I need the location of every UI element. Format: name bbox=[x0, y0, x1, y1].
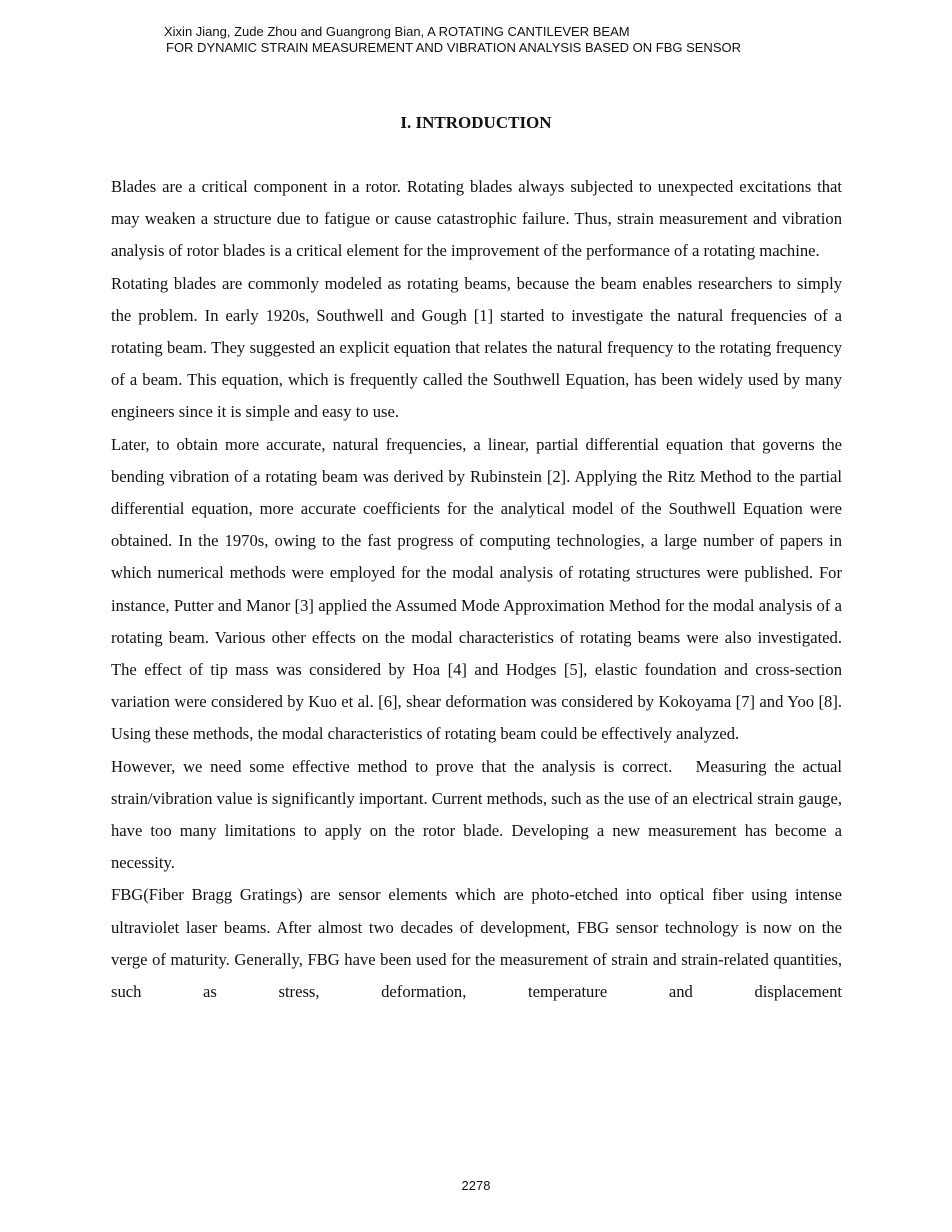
paragraph-3: Later, to obtain more accurate, natural frequencies, a linear, partial differential equation that governs the bending vibration of a rotating beam was derived by Rubinstein [2]. Applying the Ritz Method to the partial differential equation, more accurate coefficients for the analytical model of the Southwell Equation were obtained. In the 1970s, owing to the fast progress of computing technologies, a large number of papers in which numerical methods were employed for the modal analysis of rotating structures were published. For instance, Putter and Manor [3] applied the Assumed Mode Approximation Method for the modal analysis of a rotating beam. Various other effects on the modal characteristics of rotating beams were also investigated. The effect of tip mass was considered by Hoa [4] and Hodges [5], elastic foundation and cross-section variation were considered by Kuo et al. [6], shear deformation was considered by Kokoyama [7] and Yoo [8]. Using these methods, the modal characteristics of rotating beam could be effectively analyzed. bbox=[111, 434, 842, 744]
running-header bbox=[164, 24, 741, 56]
body-text bbox=[111, 171, 847, 1008]
page-number: 2278 bbox=[461, 1178, 491, 1193]
section-title: I. INTRODUCTION bbox=[400, 113, 552, 132]
running-header-authors-title: Xixin Jiang, Zude Zhou and Guangrong Bian, A ROTATING CANTILEVER BEAM bbox=[164, 24, 630, 39]
paragraph-5: FBG(Fiber Bragg Gratings) are sensor elements which are photo-etched into optical fiber using intense ultraviolet laser beams. After almost two decades of development, FBG sensor technology is now on the verge of maturity. Generally, FBG have been used for the measurement of strain and strain-related quantities, such as stress, deformation, temperature and displacement bbox=[111, 885, 842, 1002]
paragraph-4: However, we need some effective method to prove that the analysis is correct. Measuring the actual strain/vibration value is significantly important. Current methods, such as the use of an electrical strain gauge, have too many limitations to apply on the rotor blade. Developing a new measurement has become a necessity. bbox=[111, 756, 847, 873]
paragraph-1: Blades are a critical component in a rotor. Rotating blades always subjected to unexpected excitations that may weaken a structure due to fatigue or cause catastrophic failure. Thus, strain measurement and vibration analysis of rotor blades is a critical element for the improvement of the performance of a rotating machine. bbox=[111, 177, 842, 261]
running-header-title-continued: FOR DYNAMIC STRAIN MEASUREMENT AND VIBRATION ANALYSIS BASED ON FBG SENSOR bbox=[166, 40, 741, 55]
paragraph-2: Rotating blades are commonly modeled as rotating beams, because the beam enables researchers to simply the problem. In early 1920s, Southwell and Gough [1] started to investigate the natural frequencies of a rotating beam. They suggested an explicit equation that relates the natural frequency to the rotating frequency of a beam. This equation, which is frequently called the Southwell Equation, has been widely used by many engineers since it is simple and easy to use. bbox=[111, 273, 842, 422]
